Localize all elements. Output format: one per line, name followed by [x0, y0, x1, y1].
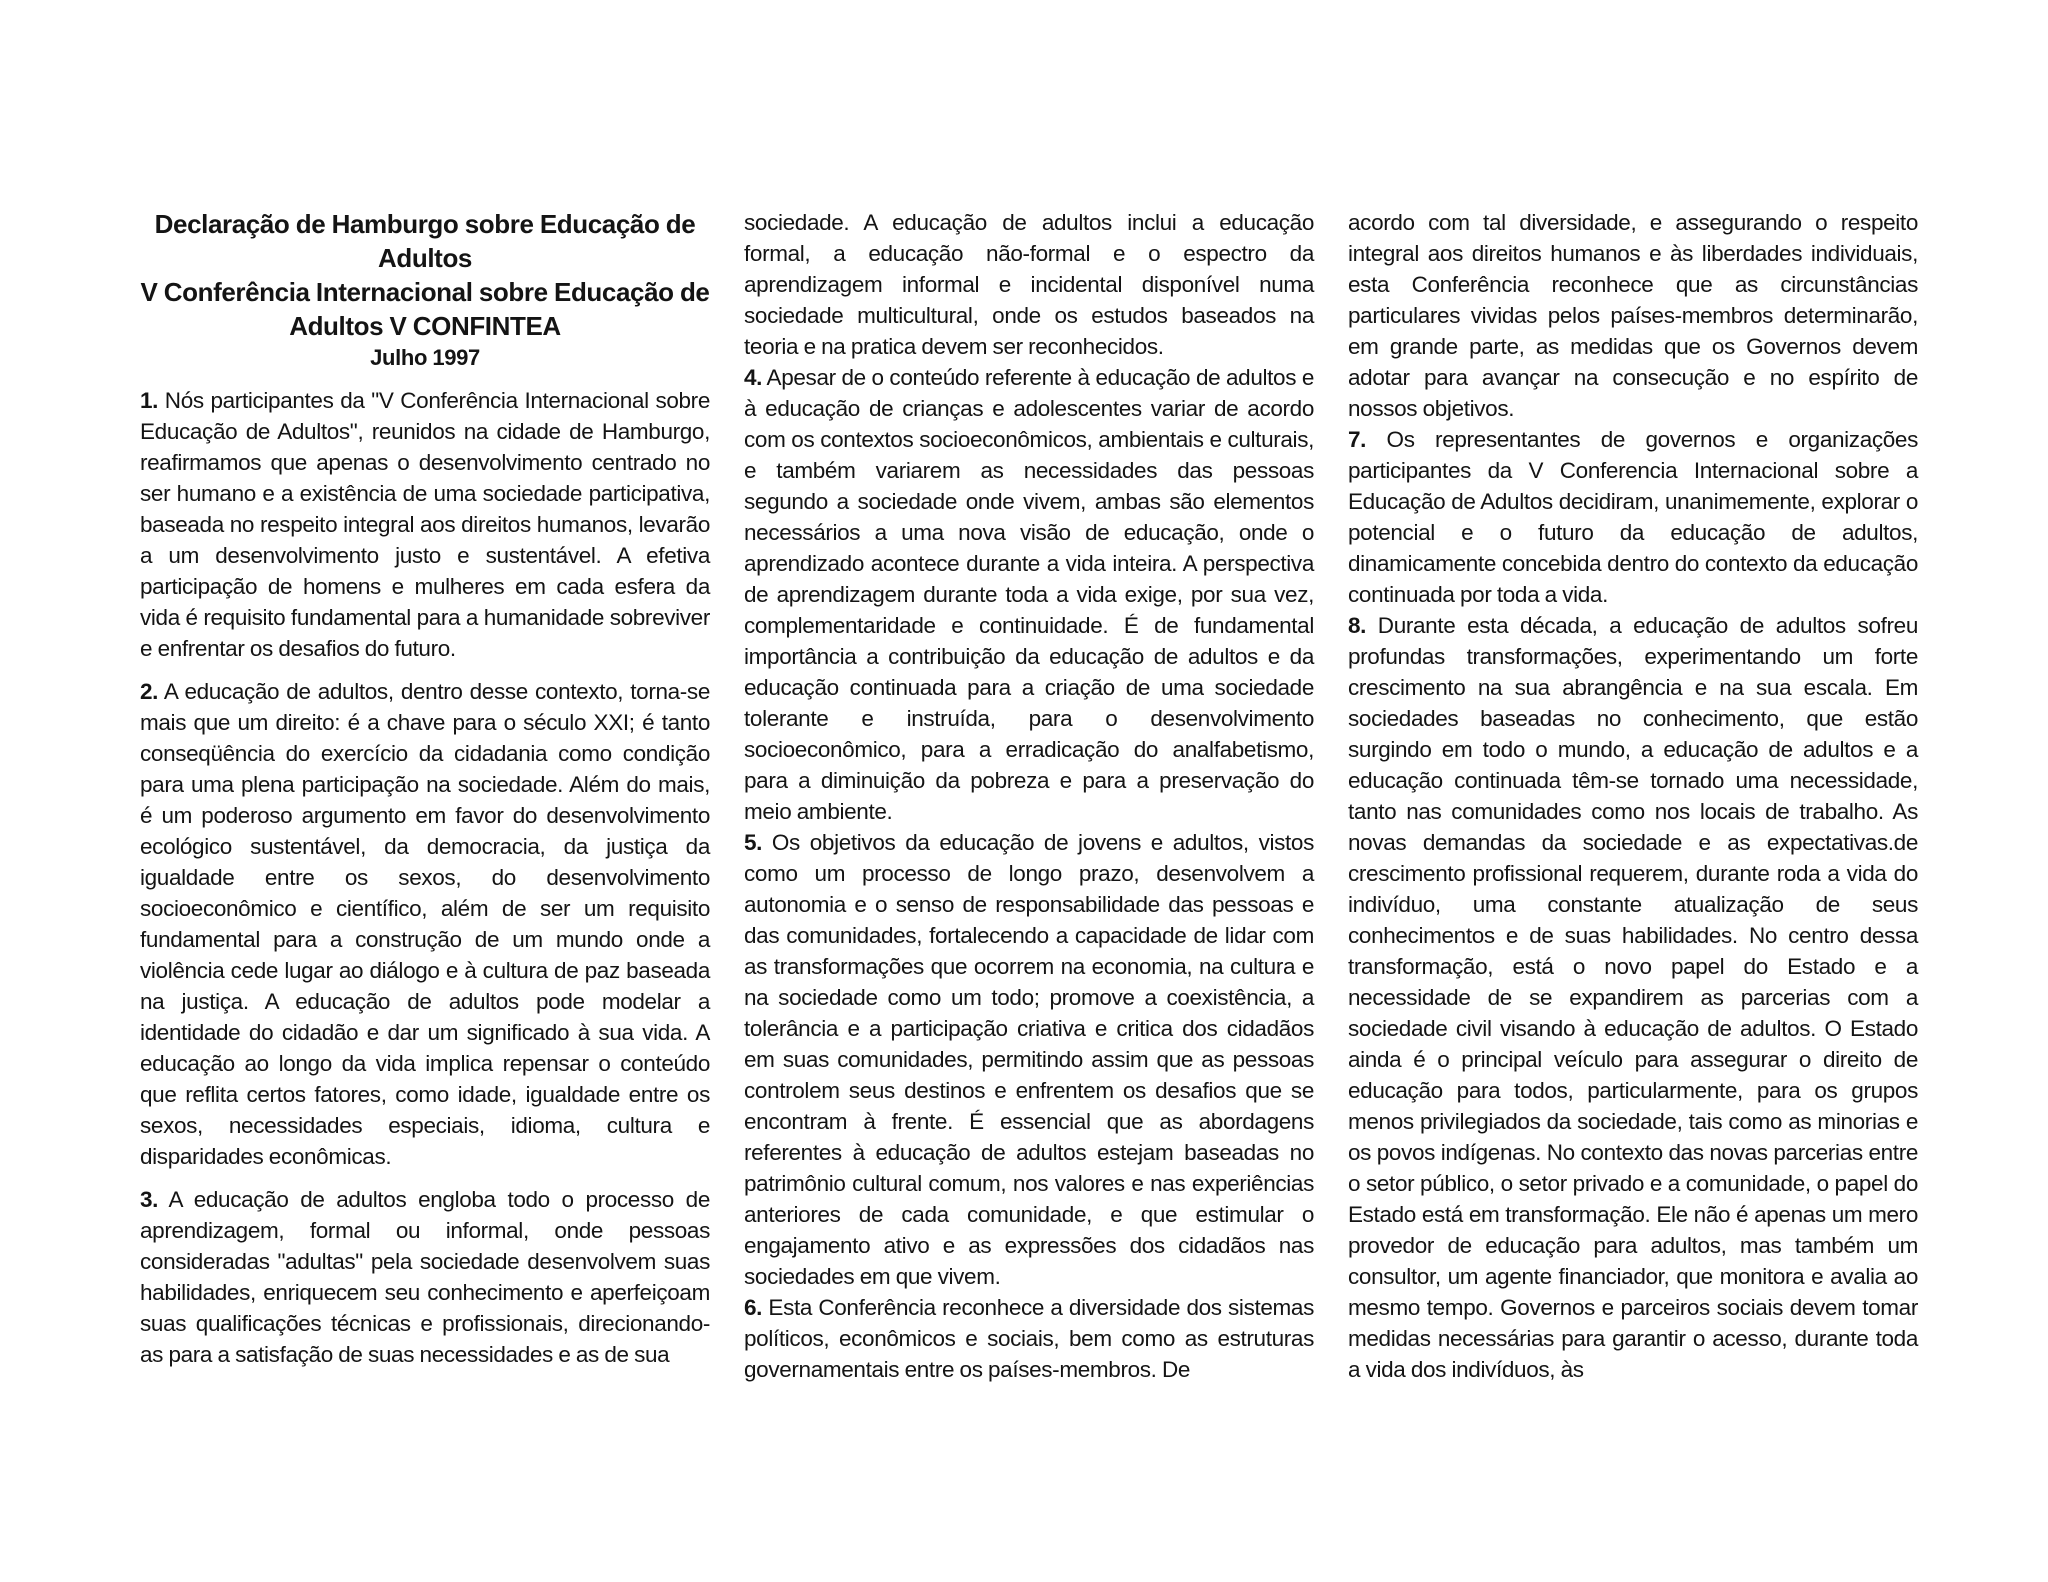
- paragraph-2: [140, 676, 710, 1172]
- paragraph-6-continued: acordo com tal diversidade, e assegurando o respeito integral aos direitos humanos e às liberdades individuais, esta Conferência reconhece que as circunstâncias particulares vividas pelos países-membros determinarão, em grande parte, as medidas que os Governos devem adotar para avançar na consecução e no espírito de nossos objetivos.: [1348, 210, 1918, 421]
- paragraph-number: 1.: [140, 388, 159, 413]
- paragraph-5: [744, 827, 1314, 1292]
- paragraph-number: 7.: [1348, 427, 1367, 452]
- paragraph-text: Os objetivos da educação de jovens e adultos, vistos como um processo de longo prazo, desenvolvem a autonomia e o senso de responsabilidade das pessoas e das comunidades, fortalecendo a capacidade de lidar com as transformações que ocorrem na economia, na cultura e na sociedade como um todo; promove a coexistência, a tolerância e a participação criativa e critica dos cidadãos em suas comunidades, permitindo assim que as pessoas controlem seus destinos e enfrentem os desafios que se encontram à frente. É essencial que as abordagens referentes à educação de adultos estejam baseadas no patrimônio cultural comum, nos valores e nas experiências anteriores de cada comunidade, e que estimular o engajamento ativo e as expressões dos cidadãos nas sociedades em que vivem.: [744, 830, 1314, 1289]
- paragraph-number: 4.: [744, 365, 763, 390]
- paragraph-number: 5.: [744, 830, 763, 855]
- paragraph-1: [140, 385, 710, 664]
- paragraph-6: [744, 1292, 1314, 1385]
- column-3: [1348, 207, 1918, 1385]
- paragraph-4: [744, 362, 1314, 827]
- paragraph-text: A educação de adultos engloba todo o processo de aprendizagem, formal ou informal, onde pessoas consideradas "adultas" pela sociedade desenvolvem suas habilidades, enriquecem seu conhecimento e aperfeiçoam suas qualificações técnicas e profissionais, direcionando-as para a satisfação de suas necessidades e as de sua: [140, 1187, 710, 1367]
- paragraph-text: Os representantes de governos e organizações participantes da V Conferencia Internacional sobre a Educação de Adultos decidiram, unanimemente, explorar o potencial e o futuro da educação de adultos, dinamicamente concebida dentro do contexto da educação continuada por toda a vida.: [1348, 427, 1918, 607]
- paragraph-text: Nós participantes da "V Conferência Internacional sobre Educação de Adultos", reunidos na cidade de Hamburgo, reafirmamos que apenas o desenvolvimento centrado no ser humano e a existência de uma sociedade participativa, baseada no respeito integral aos direitos humanos, levarão a um desenvolvimento justo e sustentável. A efetiva participação de homens e mulheres em cada esfera da vida é requisito fundamental para a humanidade sobreviver e enfrentar os desafios do futuro.: [140, 388, 710, 661]
- paragraph-text: Esta Conferência reconhece a diversidade dos sistemas políticos, econômicos e sociais, bem como as estruturas governamentais entre os países-membros. De: [744, 1295, 1314, 1382]
- paragraph-text: Durante esta década, a educação de adultos sofreu profundas transformações, experimentando um forte crescimento na sua abrangência e na sua escala. Em sociedades baseadas no conhecimento, que estão surgindo em todo o mundo, a educação de adultos e a educação continuada têm-se tornado uma necessidade, tanto nas comunidades como nos locais de trabalho. As novas demandas da sociedade e as expectativas.de crescimento profissional requerem, durante roda a vida do indivíduo, uma constante atualização de seus conhecimentos e de suas habilidades. No centro dessa transformação, está o novo papel do Estado e a necessidade de se expandirem as parcerias com a sociedade civil visando à educação de adultos. O Estado ainda é o principal veículo para assegurar o direito de educação para todos, particularmente, para os grupos menos privilegiados da sociedade, tais como as minorias e os povos indígenas. No contexto das novas parcerias entre o setor público, o setor privado e a comunidade, o papel do Estado está em transformação. Ele não é apenas um mero provedor de educação para adultos, mas também um consultor, um agente financiador, que monitora e avalia ao mesmo tempo. Governos e parceiros sociais devem tomar medidas necessárias para garantir o acesso, durante toda a vida dos indivíduos, às: [1348, 613, 1918, 1382]
- paragraph-7: [1348, 424, 1918, 610]
- paragraph-number: 3.: [140, 1187, 159, 1212]
- document-title: Declaração de Hamburgo sobre Educação de Adultos: [154, 209, 696, 273]
- paragraph-3-continued: sociedade. A educação de adultos inclui a educação formal, a educação não-formal e o espectro da aprendizagem informal e incidental disponível numa sociedade multicultural, onde os estudos baseados na teoria e na pratica devem ser reconhecidos.: [744, 210, 1314, 359]
- paragraph-number: 8.: [1348, 613, 1367, 638]
- paragraph-text: A educação de adultos, dentro desse contexto, torna-se mais que um direito: é a chave para o século XXI; é tanto conseqüência do exercício da cidadania como condição para uma plena participação na sociedade. Além do mais, é um poderoso argumento em favor do desenvolvimento ecológico sustentável, da democracia, da justiça da igualdade entre os sexos, do desenvolvimento socioeconômico e científico, além de ser um requisito fundamental para a construção de um mundo onde a violência cede lugar ao diálogo e à cultura de paz baseada na justiça. A educação de adultos pode modelar a identidade do cidadão e dar um significado à sua vida. A educação ao longo da vida implica repensar o conteúdo que reflita certos fatores, como idade, igualdade entre os sexos, necessidades especiais, idioma, cultura e disparidades econômicas.: [140, 679, 710, 1169]
- paragraph-number: 2.: [140, 679, 159, 704]
- column-1: [140, 207, 710, 1370]
- paragraph-3: [140, 1184, 710, 1370]
- conference-title: V Conferência Internacional sobre Educação de Adultos V CONFINTEA: [140, 277, 710, 341]
- paragraph-8: [1348, 610, 1918, 1385]
- column-2: [744, 207, 1314, 1385]
- paragraph-text: Apesar de o conteúdo referente à educação de adultos e à educação de crianças e adolescentes variar de acordo com os contextos socioeconômicos, ambientais e culturais, e também variarem as necessidades das pessoas segundo a sociedade onde vivem, ambas são elementos necessários a uma nova visão de educação, onde o aprendizado acontece durante a vida inteira. A perspectiva de aprendizagem durante toda a vida exige, por sua vez, complementaridade e continuidade. É de fundamental importância a contribuição da educação de adultos e da educação continuada para a criação de uma sociedade tolerante e instruída, para o desenvolvimento socioeconômico, para a erradicação do analfabetismo, para a diminuição da pobreza e para a preservação do meio ambiente.: [744, 365, 1314, 824]
- document-date: Julho 1997: [370, 345, 480, 370]
- paragraph-number: 6.: [744, 1295, 763, 1320]
